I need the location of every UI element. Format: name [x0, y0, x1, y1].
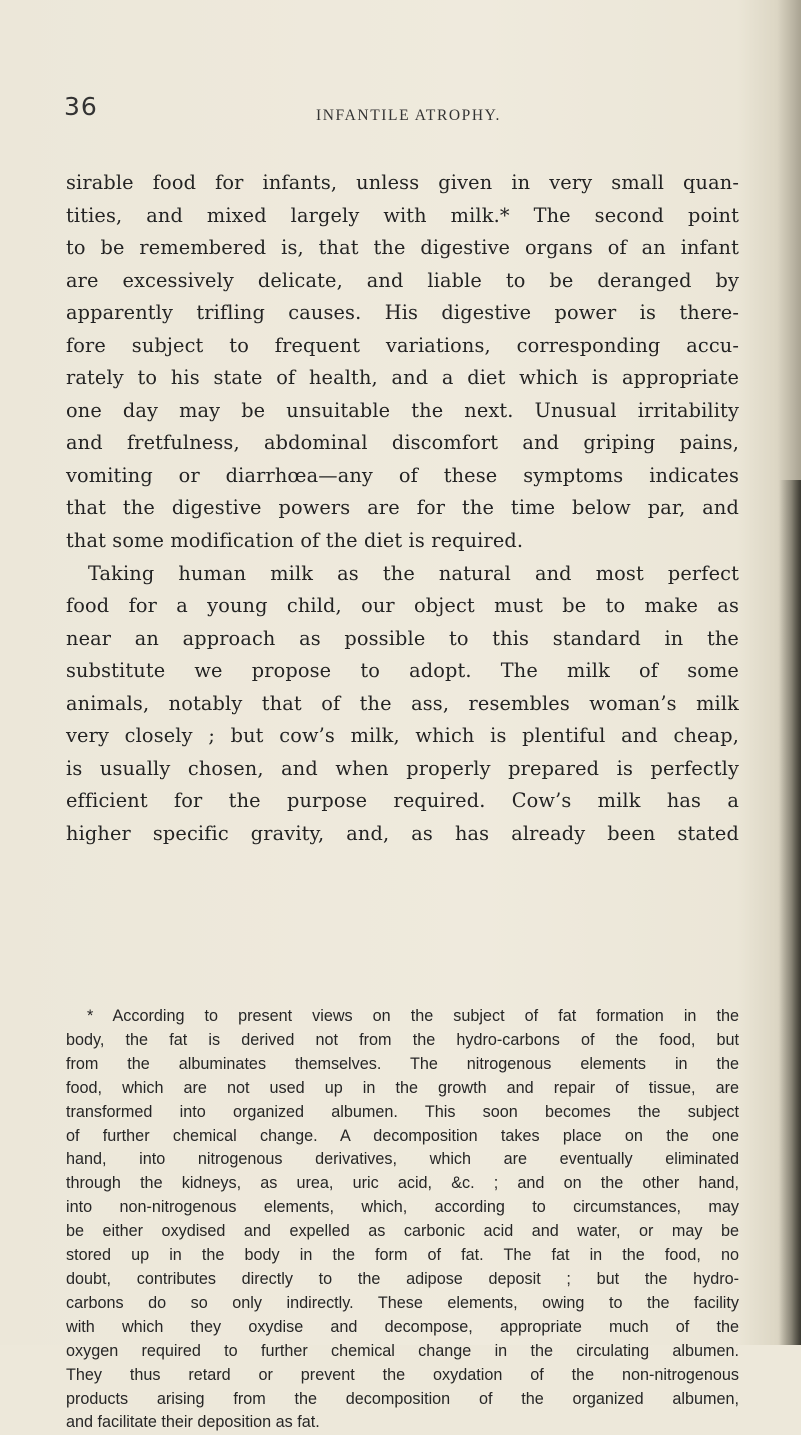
- footnote-line: into non-nitrogenous elements, which, according to circumstances, may: [66, 1198, 739, 1217]
- body-line: substitute we propose to adopt. The milk of some: [66, 659, 739, 683]
- body-line: animals, notably that of the ass, resembles woman’s milk: [66, 691, 739, 715]
- body-line: near an approach as possible to this standard in the: [66, 626, 739, 650]
- body-line: Taking human milk as the natural and most perfect: [88, 561, 739, 585]
- footnote-line: body, the fat is derived not from the hydro-carbons of the food, but: [66, 1030, 739, 1049]
- footnote-line: oxygen required to further chemical change in the circulating albumen.: [66, 1341, 739, 1360]
- footnote-line: and facilitate their deposition as fat.: [66, 1413, 320, 1432]
- body-text: [66, 167, 739, 850]
- footnote-line: of further chemical change. A decomposition takes place on the one: [66, 1126, 739, 1145]
- body-line: one day may be unsuitable the next. Unusual irritability: [66, 398, 739, 422]
- body-line: that the digestive powers are for the time below par, and: [66, 496, 739, 520]
- body-line: vomiting or diarrhœa—any of these symptoms indicates: [66, 463, 739, 487]
- footnote-line: products arising from the decomposition of the organized albumen,: [66, 1389, 739, 1408]
- footnote-line: with which they oxydise and decompose, appropriate much of the: [66, 1317, 739, 1336]
- footnote: [66, 1005, 739, 1435]
- body-line: food for a young child, our object must be to make as: [66, 594, 739, 618]
- body-line: is usually chosen, and when properly prepared is perfectly: [66, 756, 739, 780]
- page-header: [64, 92, 724, 132]
- footnote-line: hand, into nitrogenous derivatives, which are eventually eliminated: [66, 1150, 739, 1169]
- body-line: to be remembered is, that the digestive organs of an infant: [66, 236, 739, 260]
- footnote-line: carbons do so only indirectly. These elements, owing to the facility: [66, 1293, 739, 1312]
- footnote-line: They thus retard or prevent the oxydation of the non-nitrogenous: [66, 1365, 739, 1384]
- footnote-line: transformed into organized albumen. This soon becomes the subject: [66, 1102, 739, 1121]
- body-line: fore subject to frequent variations, corresponding accu-: [66, 333, 739, 357]
- footnote-line: * According to present views on the subject of fat formation in the: [87, 1007, 739, 1025]
- footnote-line: be either oxydised and expelled as carbonic acid and water, or may be: [66, 1222, 739, 1241]
- footnote-line: food, which are not used up in the growth and repair of tissue, are: [66, 1078, 739, 1097]
- running-head: INFANTILE ATROPHY.: [316, 107, 501, 124]
- body-line: tities, and mixed largely with milk.* The second point: [66, 203, 739, 227]
- body-line: efficient for the purpose required. Cow’s milk has a: [66, 789, 739, 813]
- page-number: 36: [64, 92, 98, 121]
- body-line: that some modification of the diet is required.: [66, 529, 524, 553]
- footnote-line: through the kidneys, as urea, uric acid, &c. ; and on the other hand,: [66, 1174, 739, 1193]
- footnote-line: stored up in the body in the form of fat. The fat in the food, no: [66, 1246, 739, 1265]
- body-line: apparently trifling causes. His digestive power is there-: [66, 301, 739, 325]
- page-edge-shadow: [779, 480, 801, 1345]
- body-line: are excessively delicate, and liable to be deranged by: [66, 268, 739, 292]
- body-line: higher specific gravity, and, as has already been stated: [66, 821, 739, 845]
- footnote-line: from the albuminates themselves. The nitrogenous elements in the: [66, 1054, 739, 1073]
- body-line: sirable food for infants, unless given in very small quan-: [66, 171, 739, 194]
- body-line: and fretfulness, abdominal discomfort and griping pains,: [66, 431, 739, 455]
- body-line: very closely ; but cow’s milk, which is plentiful and cheap,: [66, 724, 739, 748]
- footnote-line: doubt, contributes directly to the adipose deposit ; but the hydro-: [66, 1269, 739, 1288]
- body-line: rately to his state of health, and a diet which is appropriate: [66, 366, 739, 390]
